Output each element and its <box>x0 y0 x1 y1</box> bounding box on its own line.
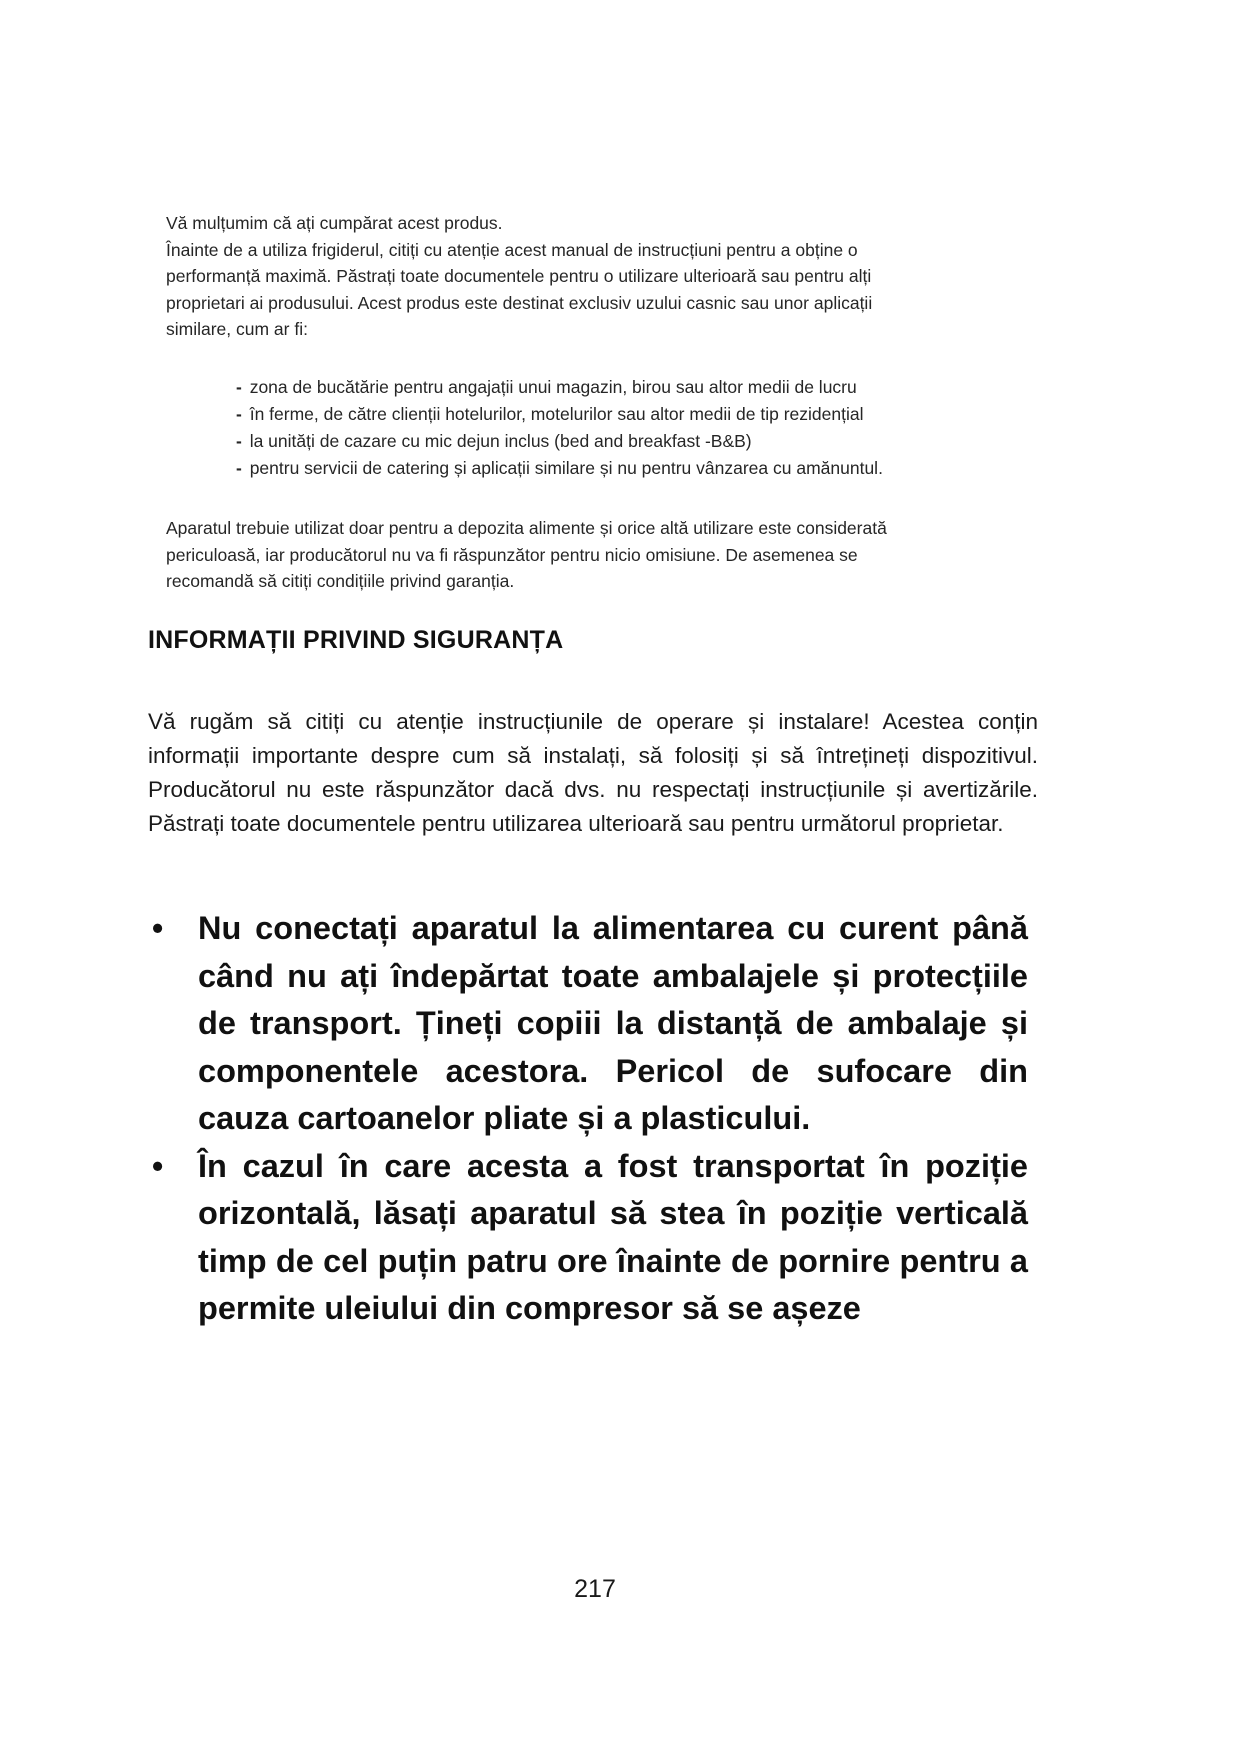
usage-list <box>236 374 1036 482</box>
section-heading: INFORMAȚII PRIVIND SIGURANȚA <box>148 626 564 654</box>
warning-list <box>148 905 1028 1333</box>
dash-marker: - <box>236 377 242 397</box>
list-item <box>236 428 1036 455</box>
list-item <box>236 455 1036 482</box>
intro-paragraph <box>166 210 1016 343</box>
list-item-text: zona de bucătărie pentru angajații unui magazin, birou sau altor medii de lucru <box>249 377 857 397</box>
disclaimer-line: periculoasă, iar producătorul nu va fi răspunzător pentru nicio omisiune. De asemenea se <box>166 544 858 565</box>
dash-marker: - <box>236 458 242 478</box>
list-item-text: pentru servicii de catering și aplicații similare și nu pentru vânzarea cu amănuntul. <box>249 458 883 478</box>
disclaimer-line: Aparatul trebuie utilizat doar pentru a depozita alimente și orice altă utilizare este considerată <box>166 518 887 538</box>
dash-marker: - <box>236 404 242 424</box>
safety-intro-paragraph: Vă rugăm să citiți cu atenție instrucțiunile de operare și instalare! Acestea conțin informații importante despre cum să instalați, să folosiți și să întrețineți dispozitivul. Producătorul nu este răspunzător dacă dvs. nu respectați instrucțiunile și avertizările. Păstrați toate documentele pentru utilizarea ulterioară sau pentru următorul proprietar. <box>148 709 1038 836</box>
list-item <box>236 374 1036 401</box>
warning-item <box>148 905 1028 1143</box>
intro-line: performanță maximă. Păstrați toate documentele pentru o utilizare ulterioară sau pentru alți <box>166 266 872 286</box>
bullet-icon: • <box>152 910 164 946</box>
list-item-text: la unități de cazare cu mic dejun inclus (bed and breakfast -B&B) <box>249 431 752 451</box>
warning-text: În cazul în care acesta a fost transportat în poziție orizontală, lăsați aparatul să stea în poziție verticală timp de cel puțin patru ore înainte de pornire pentru a permite uleiului din compresor să se așeze <box>198 1147 1028 1326</box>
dash-marker: - <box>236 431 242 451</box>
list-item-text: în ferme, de către clienții hotelurilor, motelurilor sau altor medii de tip rezidențial <box>249 404 864 424</box>
intro-line: proprietari ai produsului. Acest produs este destinat exclusiv uzului casnic sau unor aplicații <box>166 292 873 313</box>
list-item <box>236 401 1036 428</box>
intro-line: Vă mulțumim că ați cumpărat acest produs. <box>166 213 503 233</box>
warning-text: Nu conectați aparatul la alimentarea cu curent până când nu ați îndepărtat toate ambalajele și protecțiile de transport. Țineți copiii la distanță de ambalaje și componentele acestora. Pericol de sufocare din cauza cartoanelor pliate și a plasticului. <box>198 910 1028 1136</box>
disclaimer-line: recomandă să citiți condițiile privind garanția. <box>166 571 515 591</box>
disclaimer-paragraph <box>166 515 1016 595</box>
intro-line: Înainte de a utiliza frigiderul, citiți cu atenție acest manual de instrucțiuni pentru a obține o <box>166 239 858 260</box>
page-number: 217 <box>574 1575 616 1603</box>
bullet-icon: • <box>152 1147 164 1184</box>
intro-line: similare, cum ar fi: <box>166 319 308 339</box>
warning-item <box>148 1143 1028 1333</box>
